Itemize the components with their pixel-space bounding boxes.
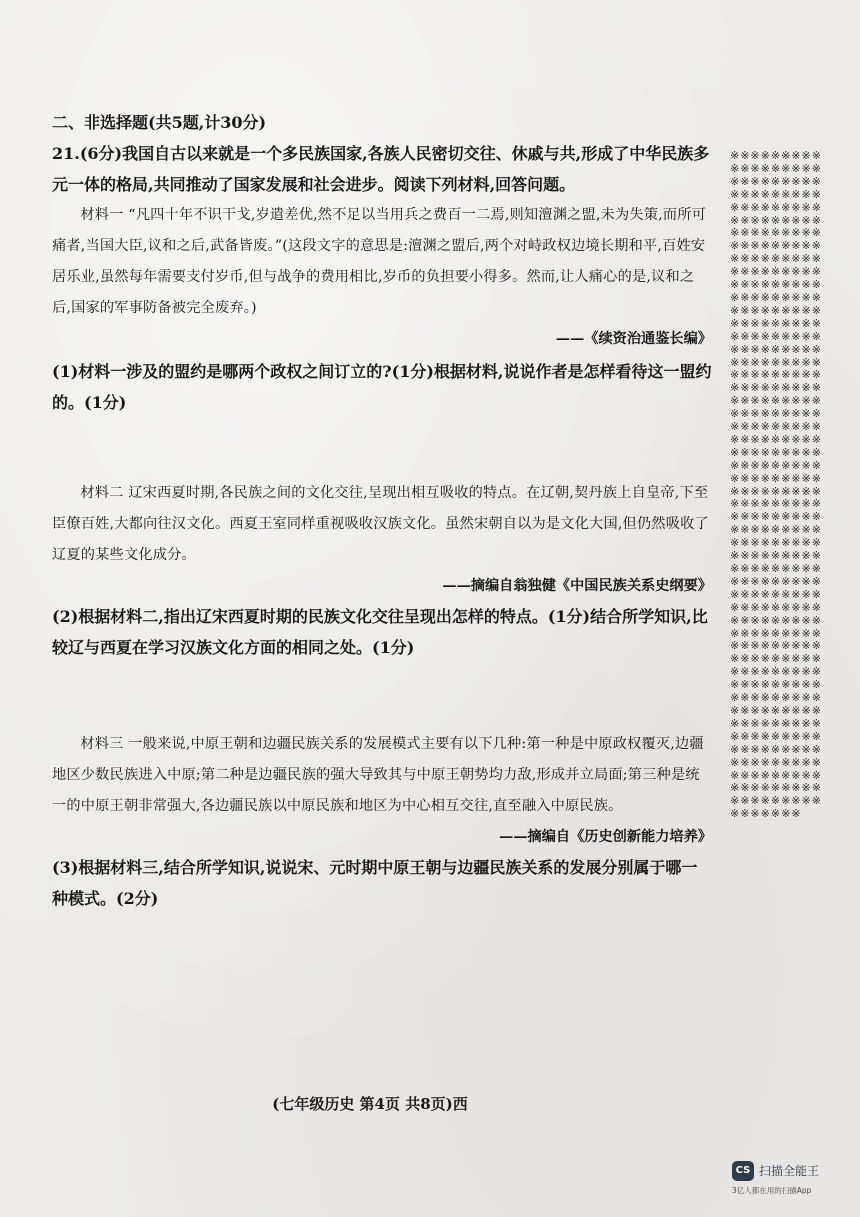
question-21-stem: 21.(6分)我国自古以来就是一个多民族国家,各族人民密切交往、休戚与共,形成了中华民族多元一体的格局,共同推动了国家发展和社会进步。阅读下列材料,回答问题。 [52, 144, 710, 194]
material-2-source: ——摘编自翁独健《中国民族关系史纲要》 [442, 578, 712, 594]
seal-line-column: ※※※※※※※※※※※※※※※※※※※※※※※※※※※※※※※※※※※※※※※※※※※※※※※※※※※※※※※※※※※※※※※※※※※※※※※※※※※※※※※※※※※※※※※※※※※※※※※※※※※※※※※※※※※※※※※※※※※※※※※※※※※※※※※※※※※※※※※※※※※※※※※※※※※※※※※※※※※※※※※※※※※※※※※※※※※※※※※※※※※※※※※※※※※※※※※※※※※※※※※※※※※※※※※※※※※※※※※※※※※※※※※※※※※※※※※※※※※※※※※※※※※※※※※※※※※※※※※※※※※※※※※※※※※※※※※※※※※※※※※※※※※※※※※※※※※※※※※※※※※※※※※※※※※※※※※※※※※※※※※※※※※※※※※※※※※※※※※※※※※※※※※※※※※※※※※※※※※※※※※※※※※※※※※※※※※※※※※※※※※※※※※※※※※※※※※※※※※※※※※※※※※※※※※※※※※※※※※※※※※※※※※※※※※※※※※※※※※※※※※※※※※※※※※※※※※※※※※※※※※※※※※※※※ [730, 150, 822, 821]
watermark-subtitle: 3亿人都在用的扫描App [732, 1186, 812, 1195]
section-heading: 二、非选择题(共5题,计30分) [52, 113, 267, 132]
answer-space-1 [52, 418, 712, 478]
exam-content [52, 108, 712, 914]
scanner-watermark [732, 1161, 842, 1199]
answer-space-2 [52, 663, 712, 729]
watermark-title: 扫描全能王 [759, 1164, 820, 1178]
material-2-text: 材料二 辽宋西夏时期,各民族之间的文化交往,呈现出相互吸收的特点。在辽朝,契丹族上自皇帝,下至臣僚百姓,大都向往汉文化。西夏王室同样重视吸收汉族文化。虽然宋朝自以为是文化大国,但仍然吸收了辽夏的某些文化成分。 [52, 485, 709, 563]
sub-question-2: (2)根据材料二,指出辽宋西夏时期的民族文化交往呈现出怎样的特点。(1分)结合所学知识,比较辽与西夏在学习汉族文化方面的相同之处。(1分) [52, 607, 708, 657]
material-1-source: ——《续资治通鉴长编》 [555, 331, 712, 347]
camscanner-logo-icon: CS [732, 1161, 754, 1181]
sub-question-1: (1)材料一涉及的盟约是哪两个政权之间订立的?(1分)根据材料,说说作者是怎样看待这一盟约的。(1分) [52, 362, 712, 412]
material-3-source: ——摘编自《历史创新能力培养》 [499, 829, 712, 845]
sub-question-3: (3)根据材料三,结合所学知识,说说宋、元时期中原王朝与边疆民族关系的发展分别属于哪一种模式。(2分) [52, 858, 698, 908]
material-3-text: 材料三 一般来说,中原王朝和边疆民族关系的发展模式主要有以下几种:第一种是中原政权覆灭,边疆地区少数民族进入中原;第二种是边疆民族的强大导致其与中原王朝势均力敌,形成并立局面;第三种是统一的中原王朝非常强大,各边疆民族以中原民族和地区为中心相互交往,直至融入中原民族。 [52, 736, 704, 814]
material-1-text: 材料一 “凡四十年不识干戈,岁遣差优,然不足以当用兵之费百一二焉,则知澶渊之盟,未为失策,而所可痛者,当国大臣,议和之后,武备皆废。”(这段文字的意思是:澶渊之盟后,两个对峙政权边境长期和平,百姓安居乐业,虽然每年需要支付岁币,但与战争的费用相比,岁币的负担要小得多。然而,让人痛心的是,议和之后,国家的军事防备被完全废弃。) [52, 207, 706, 316]
page-footer: (七年级历史 第4页 共8页)西 [272, 1095, 468, 1113]
